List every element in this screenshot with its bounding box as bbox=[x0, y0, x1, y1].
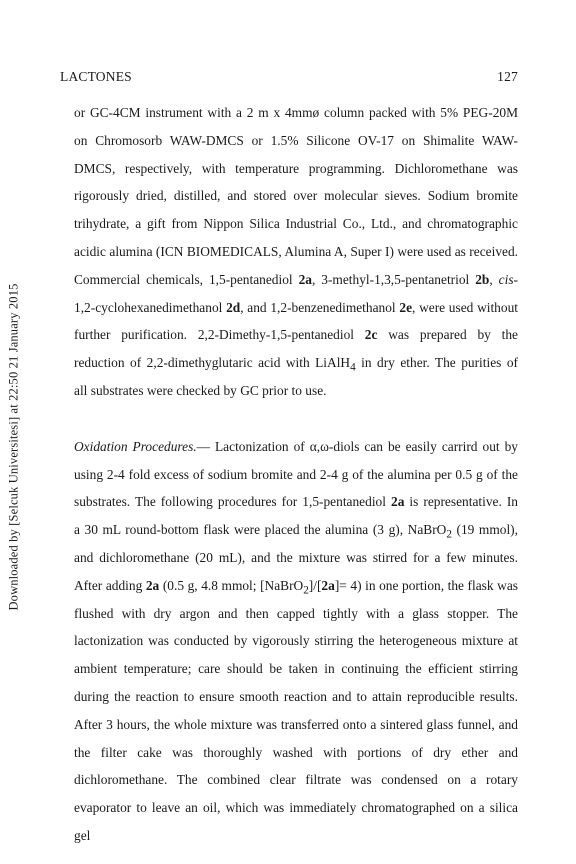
text-line: trihydrate, a gift from Nippon Silica Industrial Co., Ltd., and chromatographic bbox=[74, 216, 518, 232]
compound-label: 2b bbox=[475, 271, 490, 287]
text-line: After adding 2a (0.5 g, 4.8 mmol; [NaBrO$_2$]/[2a]= 4) in one portion, the flask was bbox=[74, 577, 518, 597]
text-line: ambient temperature; care should be taken in continuing the efficient stirring bbox=[74, 661, 518, 677]
text-line: Commercial chemicals, 1,5-pentanediol 2a, 3-methyl-1,3,5-pentanetriol 2b, cis- bbox=[74, 271, 518, 287]
text-line: evaporator to leave an oil, which was immediately chromatographed on a silica gel bbox=[74, 800, 518, 843]
text-line: Oxidation Procedures.— Lactonization of α,ω-diols can be easily carrird out by bbox=[74, 438, 518, 454]
compound-label: 2e bbox=[399, 299, 413, 315]
text-line: rigorously dried, distilled, and stored over molecular sieves. Sodium bromite bbox=[74, 188, 518, 204]
text-line: substrates. The following procedures for 1,5-pentanediol 2a is representative. In bbox=[74, 494, 518, 510]
compound-label: 2a bbox=[298, 271, 312, 287]
compound-label: 2d bbox=[226, 299, 241, 315]
compound-label: 2a bbox=[321, 577, 335, 593]
text-line: 1,2-cyclohexanedimethanol 2d, and 1,2-benzenedimethanol 2e, were used without bbox=[74, 299, 518, 315]
text-line: After 3 hours, the whole mixture was transferred onto a sintered glass funnel, and bbox=[74, 716, 518, 732]
text-line: and dichloromethane (20 mL), and the mixture was stirred for a few minutes. bbox=[74, 549, 518, 565]
text-line: DMCS, respectively, with temperature programming. Dichloromethane was bbox=[74, 160, 518, 176]
text-line: lactonization was conducted by vigorously stirring the heterogeneous mixture at bbox=[74, 633, 518, 649]
text-line: flushed with dry argon and then capped tightly with a glass stopper. The bbox=[74, 605, 518, 621]
text-line: further purification. 2,2-Dimethy-1,5-pentanediol 2c was prepared by the bbox=[74, 327, 518, 343]
compound-label: 2a bbox=[145, 577, 160, 593]
download-watermark: Downloaded by [Selcuk Universitesi] at 22:50 21 January 2015 bbox=[6, 283, 21, 611]
compound-label: 2a bbox=[391, 494, 405, 510]
text-line: the filter cake was thoroughly washed with portions of dry ether and bbox=[74, 744, 518, 760]
text-line: a 30 mL round-bottom flask were placed the alumina (3 g), NaBrO$_2$ (19 mmol), bbox=[74, 522, 518, 541]
section-heading: Oxidation Procedures. bbox=[74, 438, 197, 454]
running-head-title: LACTONES bbox=[60, 69, 132, 84]
text-line: reduction of 2,2-dimethyglutaric acid with LiAlH$_4$ in dry ether. The purities of bbox=[74, 355, 518, 374]
text-line: on Chromosorb WAW-DMCS or 1.5% Silicone OV-17 on Shimalite WAW- bbox=[74, 132, 518, 148]
text-line: during the reaction to ensure smooth reaction and to attain reproducible results. bbox=[74, 688, 518, 704]
text-line: all substrates were checked by GC prior to use. bbox=[74, 382, 327, 398]
text-line: acidic alumina (ICN BIOMEDICALS, Alumina A, Super I) were used as received. bbox=[74, 243, 518, 259]
body-text bbox=[74, 99, 518, 843]
text-line: dichloromethane. The combined clear filtrate was condensed on a rotary bbox=[74, 772, 518, 788]
page-number: 127 bbox=[497, 69, 518, 84]
text-line: using 2-4 fold excess of sodium bromite and 2-4 g of the alumina per 0.5 g of the bbox=[74, 466, 518, 482]
text-line: or GC-4CM instrument with a 2 m x 4mmø column packed with 5% PEG-20M bbox=[74, 105, 518, 120]
compound-label: 2c bbox=[364, 327, 378, 343]
running-header bbox=[60, 69, 518, 85]
